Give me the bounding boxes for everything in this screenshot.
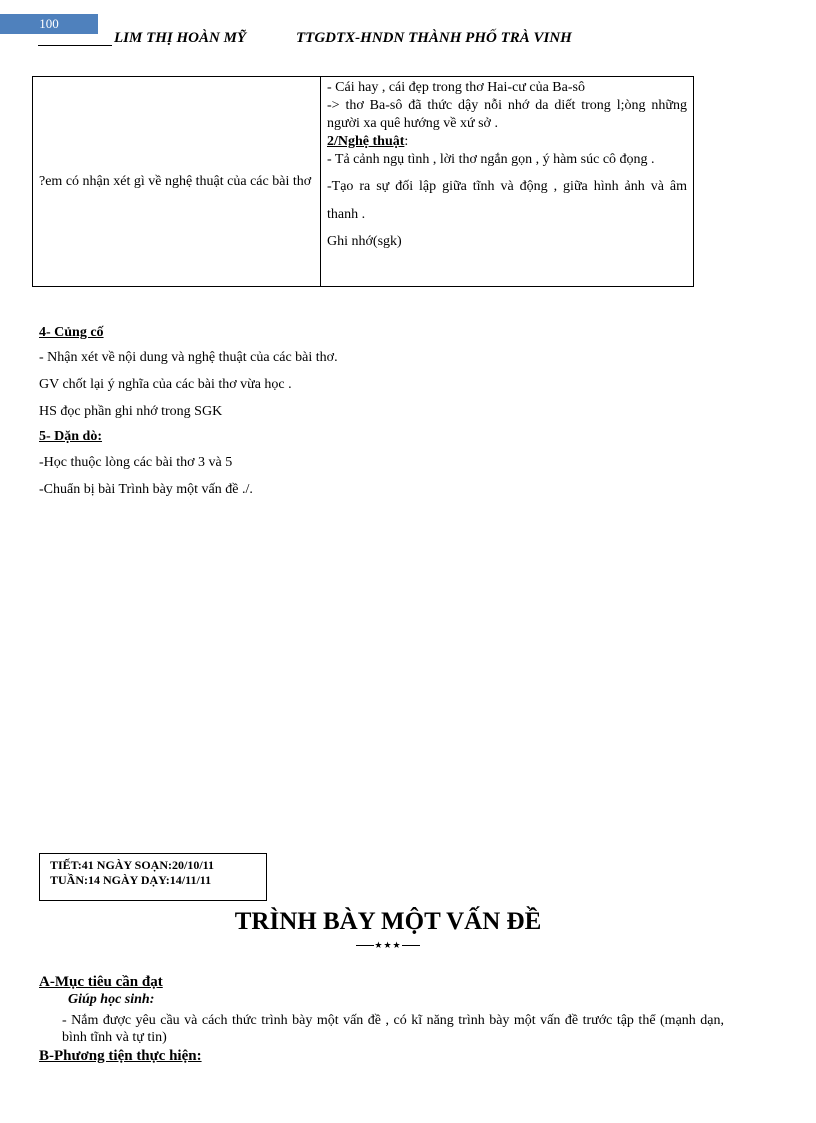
answer-cell <box>321 77 694 287</box>
page-header <box>38 28 738 50</box>
question-cell <box>33 77 321 287</box>
lesson-info-line-2: TUẦN:14 NGÀY DẠY:14/11/11 <box>50 873 212 887</box>
qa-table <box>32 76 694 287</box>
answer-line-1: - Cái hay , cái đẹp trong thơ Hai-cư của Ba-sô <box>327 80 585 95</box>
answer-line-5: Ghi nhớ(sgk) <box>327 234 402 249</box>
answer-line-4: -Tạo ra sự đối lập giữa tĩnh và động , giữa hình ảnh và âm thanh . <box>327 179 687 222</box>
page-number: 100 <box>0 14 98 34</box>
homework-line-2: -Chuẩn bị bài Trình bày một vấn đề ./. <box>39 482 253 497</box>
consolidate-line-1: - Nhận xét về nội dung và nghệ thuật của các bài thơ. <box>39 350 338 365</box>
section-a-title: A-Mục tiêu cần đạt <box>39 974 163 990</box>
section-a-subtitle: Giúp học sinh: <box>68 992 155 1007</box>
consolidate-line-3: HS đọc phần ghi nhớ trong SGK <box>39 404 223 419</box>
question-text: ?em có nhận xét gì về nghệ thuật của các bài thơ <box>39 174 312 189</box>
art-heading-colon: : <box>404 134 409 149</box>
title-ornament <box>0 940 776 951</box>
consolidate-title: 4- Củng cố <box>39 325 104 340</box>
header-school: TTGDTX-HNDN THÀNH PHỐ TRÀ VINH <box>296 30 572 46</box>
answer-line-2: -> thơ Ba-sô đã thức dậy nỗi nhớ da diết trong l;òng những người xa quê hướng về xứ sở . <box>327 98 687 131</box>
header-rule <box>38 45 112 46</box>
lesson-info-line-1: TIẾT:41 NGÀY SOẠN:20/10/11 <box>50 858 215 872</box>
homework-title: 5- Dặn dò: <box>39 429 103 444</box>
answer-line-3: - Tả cảnh ngụ tình , lời thơ ngắn gọn , ý hàm súc cô đọng . <box>327 152 655 167</box>
answer-heading <box>327 133 687 151</box>
stars-text: ★★★ <box>374 940 402 950</box>
consolidate-line-2: GV chốt lại ý nghĩa của các bài thơ vừa học . <box>39 377 292 392</box>
art-heading: 2/Nghệ thuật <box>327 134 405 149</box>
section-b-title: B-Phương tiện thực hiện: <box>39 1048 202 1064</box>
section-a-text: - Nắm được yêu cầu và cách thức trình bày một vấn đề , có kĩ năng trình bày một vấn đề trước tập thể (mạnh dạn, bình tĩnh và tự tin) <box>62 1013 724 1045</box>
lesson-title: TRÌNH BÀY MỘT VẤN ĐỀ <box>234 908 542 935</box>
header-author: LIM THỊ HOÀN MỸ <box>114 30 247 46</box>
homework-line-1: -Học thuộc lòng các bài thơ 3 và 5 <box>39 455 233 470</box>
lesson-info-box <box>39 853 267 901</box>
